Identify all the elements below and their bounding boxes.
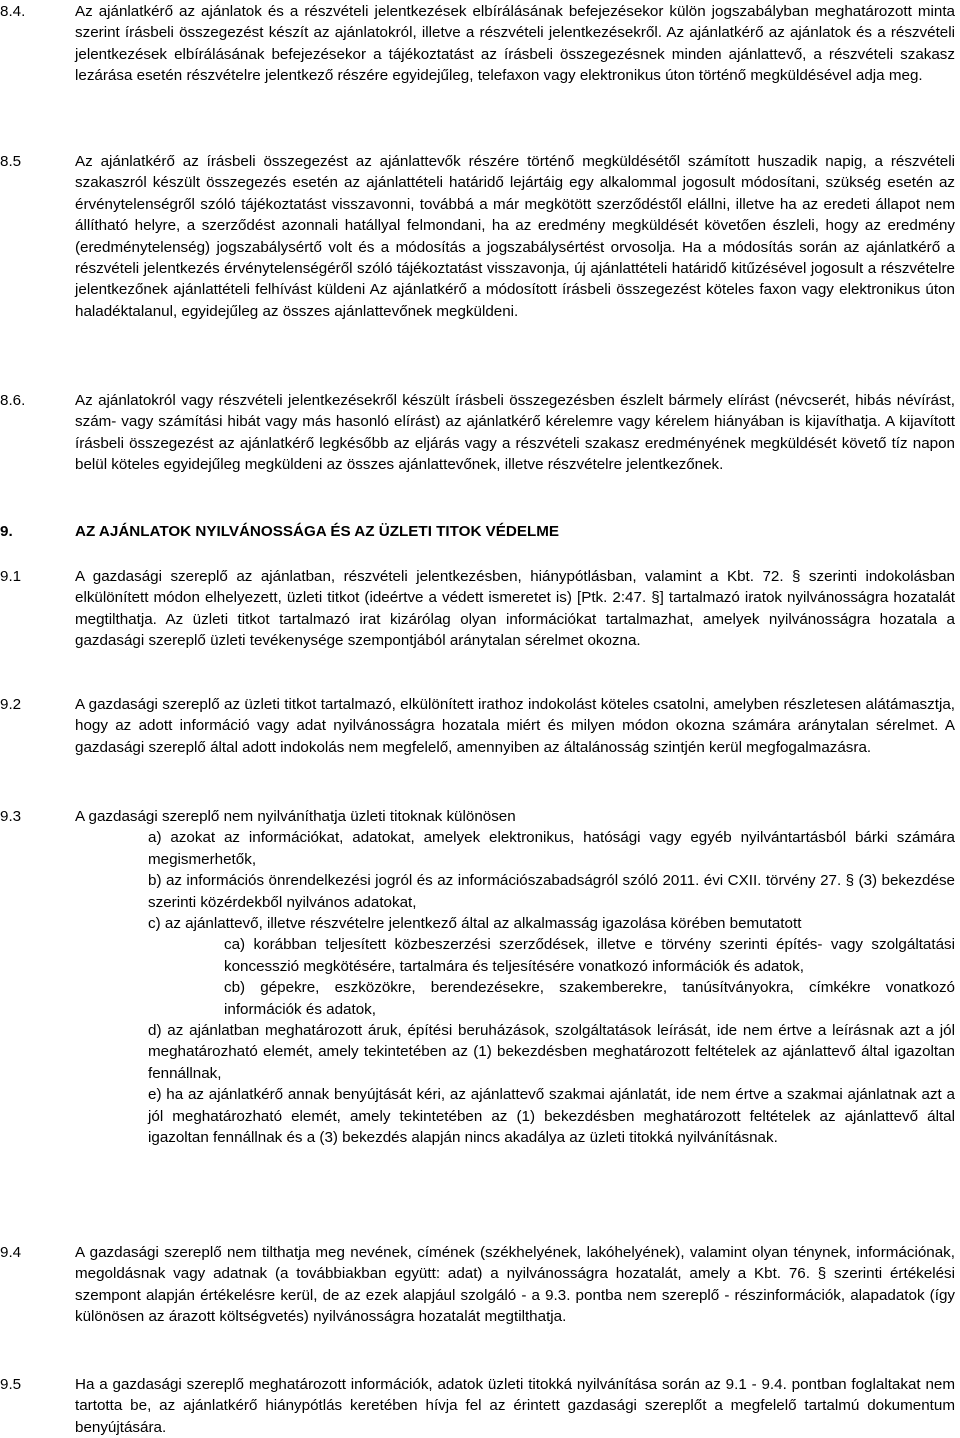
section-number: 9.: [0, 523, 13, 540]
section-number: 9.2: [0, 696, 22, 713]
section-number: 8.6.: [0, 392, 26, 409]
section-number: 8.4.: [0, 3, 26, 20]
section-9-1: [0, 566, 956, 652]
section-number: 9.1: [0, 568, 22, 585]
section-text: Az ajánlatkérő az írásbeli összegezést az ajánlattevők részére történő megküldésétől számított huszadik napig, a részvételi szakaszról készült összegezés esetén az ajánlattételi határidő lejártáig egy alkalommal jogosult módosítani, szükség esetén az érvénytelenségről szóló tájékoztatást visszavonni, továbbá a már megkötött szerződéstől elállni, illetve ha az eredeti állapot nem állítható helyre, a szerződést azonnali hatállyal felmondani, ha az eredmény megküldését követően észleli, hogy az eredmény (eredménytelenség) jogszabálysértő volt és a módosítás a jogszabálysértést orvosolja. Ha a módosítás során az ajánlatkérő a részvételi jelentkezés érvénytelenségéről szóló tájékoztatást visszavonja, új ajánlattételi határidő kitűzésével jogosult a részvételre jelentkezőnek ajánlattételi felhívást küldeni Az ajánlatkérő a módosított írásbeli összegezést köteles faxon vagy elektronikus úton haladéktalanul, egyidejűleg az összes ajánlattevőnek megküldeni.: [75, 153, 955, 320]
section-9-3: [0, 806, 956, 1149]
section-8-4: [0, 1, 956, 87]
list-item-ca: ca) korábban teljesített közbeszerzési szerződések, illetve e törvény szerinti építés- vagy szolgáltatási koncesszió megkötésére, tartalmára és teljesítésére vonatkozó információk és adatok,: [224, 936, 955, 975]
section-text: A gazdasági szereplő az ajánlatban, részvételi jelentkezésben, hiánypótlásban, valamint a Kbt. 72. § szerinti indokolásban elkülönített módon elhelyezett, üzleti titkot (ideértve a védett ismeretet is) [Ptk. 2:47. §] tartalmazó iratok nyilvánosságra hozatalát megtilthatja. Az üzleti titkot tartalmazó irat kizárólag olyan információkat tartalmazhat, amelyek nyilvánosságra hozatala a gazdasági szereplő üzleti tevékenysége szempontjából aránytalan sérelmet okozna.: [75, 568, 955, 650]
list-item-cb: cb) gépekre, eszközökre, berendezésekre, szakemberekre, tanúsítványokra, címkékre vonatkozó információk és adatok,: [224, 979, 955, 1018]
section-title: AZ AJÁNLATOK NYILVÁNOSSÁGA ÉS AZ ÜZLETI TITOK VÉDELME: [75, 523, 560, 540]
list-item-a: a) azokat az információkat, adatokat, amelyek elektronikus, hatósági vagy egyéb nyilvántartásból bárki számára megismerhetők,: [148, 829, 955, 868]
section-text: Az ajánlatokról vagy részvételi jelentkezésekről készült írásbeli összegezésben észlelt bármely elírást (névcserét, hibás névírást, szám- vagy számítási hibát vagy más hasonló elírást) az ajánlatkérő kérelemre vagy kérelem hiányában is kijavíthatja. A kijavított írásbeli összegezést az ajánlatkérő legkésőbb az eljárás vagy a részvételi szakasz eredményének megküldését követő tíz napon belül köteles egyidejűleg megküldeni az összes ajánlattevőnek, illetve részvételre jelentkezőnek.: [75, 392, 955, 474]
section-number: 8.5: [0, 153, 22, 170]
list-item-e: e) ha az ajánlatkérő annak benyújtását kéri, az ajánlattevő szakmai ajánlatát, ide nem értve a szakmai ajánlatnak azt a jól meghatározható elemét, amely tekintetében az (1) bekezdésben meghatározott feltételek az ajánlattevő által igazoltan fennállnak és a (3) bekezdés alapján nincs akadálya az üzleti titokká nyilvánításnak.: [148, 1086, 955, 1147]
section-9-2: [0, 694, 956, 758]
list-item-b: b) az információs önrendelkezési jogról és az információszabadságról szóló 2011. évi CXII. törvény 27. § (3) bekezdése szerinti közérdekből nyilvános adatokat,: [148, 872, 955, 911]
section-text: A gazdasági szereplő az üzleti titkot tartalmazó, elkülönített irathoz indokolást köteles csatolni, amelyben részletesen alátámasztja, hogy az adott információ vagy adat nyilvánosságra hozatala miért és milyen módon okozna számára aránytalan sérelmet. A gazdasági szereplő által adott indokolás nem megfelelő, amennyiben az általánosság szintjén kerül megfogalmazásra.: [75, 696, 955, 756]
section-number: 9.3: [0, 808, 22, 825]
list-item-d: d) az ajánlatban meghatározott áruk, építési beruházások, szolgáltatások leírását, ide nem értve a leírásnak azt a jól meghatározható elemét, amely tekintetében az (1) bekezdésben meghatározott feltételek az ajánlattevő által igazoltan fennállnak,: [148, 1022, 955, 1082]
section-text: Az ajánlatkérő az ajánlatok és a részvételi jelentkezések elbírálásának befejezésekor külön jogszabályban meghatározott minta szerint írásbeli összegezést készít az ajánlatokról, illetve a részvételi jelentkezésekről. Az ajánlatkérő az ajánlatok és a részvételi jelentkezések elbírálásának befejezésekor a tájékoztatást az írásbeli összegezésnek minden ajánlattevő, a részvételi szakasz lezárása esetén részvételre jelentkező részére egyidejűleg, telefaxon vagy elektronikus úton történő megküldésével adja meg.: [75, 3, 955, 85]
section-8-5: [0, 151, 956, 322]
section-text: A gazdasági szereplő nem nyilváníthatja üzleti titoknak különösen: [75, 808, 516, 825]
section-9-5: [0, 1374, 956, 1438]
section-text: A gazdasági szereplő nem tilthatja meg nevének, címének (székhelyének, lakóhelyének), valamint olyan ténynek, információnak, megoldásnak vagy adatnak (a továbbiakban együtt: adat) a nyilvánosságra hozatalát, amely a Kbt. 76. § szerinti értékelési szempont alapján értékelésre kerül, de az ezek alapjául szolgáló - a 9.3. pontba nem szereplő - részinformációk, alapadatok (így különösen az árazott költségvetés) nyilvánosságra hozatalát megtilthatja.: [75, 1244, 955, 1326]
list-item-c: c) az ajánlattevő, illetve részvételre jelentkező által az alkalmasság igazolása körében bemutatott: [148, 915, 802, 933]
section-number: 9.5: [0, 1376, 22, 1393]
section-8-6: [0, 390, 956, 476]
section-number: 9.4: [0, 1244, 22, 1261]
section-9-heading: [0, 521, 956, 542]
section-text: Ha a gazdasági szereplő meghatározott információk, adatok üzleti titokká nyilvánítása során az 9.1 - 9.4. pontban foglaltakat nem tartotta be, az ajánlatkérő hiánypótlás keretében hívja fel az érintett gazdasági szereplőt a megfelelő tartalmú dokumentum benyújtására.: [75, 1376, 955, 1436]
section-9-4: [0, 1242, 956, 1328]
